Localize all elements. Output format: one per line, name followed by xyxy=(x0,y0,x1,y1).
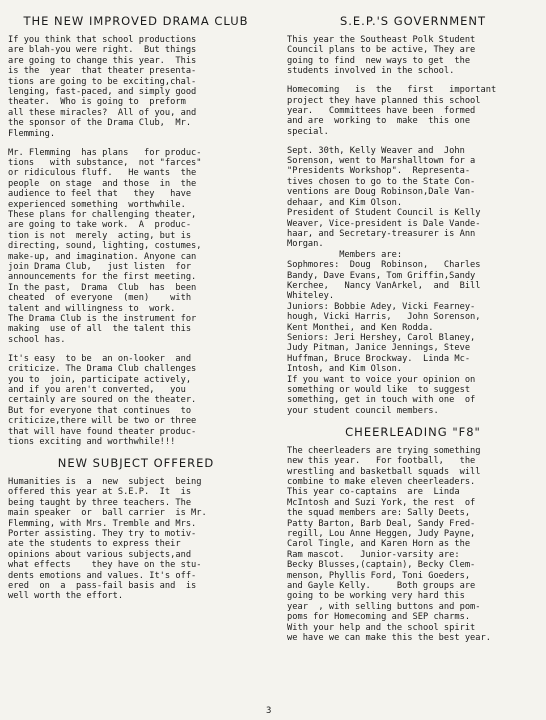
government-article xyxy=(287,14,539,416)
government-paragraph: Homecoming is the first important project they have planned this school year. Committees have been formed and are working to make this one special. xyxy=(287,85,497,137)
drama-paragraph: It's easy to be an on-looker and criticize. The Drama Club challenges you to join, participate actively, and if you aren't converted, you certainly are soured on the theater. But for everyone that continues to criticize,there will be two or three that will have found theater produc- tions exciting and worthwhile!!! xyxy=(8,353,197,448)
cheerleading-paragraph: The cheerleaders are trying something new this year. For football, the wrestling and basketball squads will combine to make eleven cheerleaders. This year co-captains are Linda McIntosh and Suzi York, the rest of the squad members are: Sally Deets, Patty Barton, Barb Deal, Sandy Fred- regill, Lou Anne Heggen, Judy Payne, Carol Tingle, and Karen Horn as the Ram mascot. Junior-varsity are: Becky Blusses,(captain), Becky Clem- menson, Phyllis Ford, Toni Goeders, and Gayle Kelly. Both groups are going to be working very hard this year , with selling buttons and pom- poms for Homecoming and SEP charms. With your help and the school spirit we have we can make this the best year. xyxy=(287,445,491,644)
subject-paragraph: Humanities is a new subject being offered this year at S.E.P. It is being taught by three teachers. The main speaker or ball carrier is Mr. Flemming, with Mrs. Tremble and Mrs. Porter assisting. They try to motiv- ate the students to express their opinions about various subjects,and what effects they have on the stu- dents emotions and values. It's off- ered on a pass-fail basis and is well worth the effort. xyxy=(8,476,207,602)
government-heading: S.E.P.'S GOVERNMENT xyxy=(339,14,487,28)
cheerleading-heading: CHEERLEADING "F8" xyxy=(345,424,481,439)
cheerleading-article xyxy=(287,425,539,644)
government-paragraph: This year the Southeast Polk Student Council plans to be active, They are going to find new ways to get the students involved in the school. xyxy=(287,35,476,77)
drama-paragraph: If you think that school productions are blah-you were right. But things are going to change this year. This is the year that theater presenta- tions are going to be exciting,chal- lenging, fast-paced, and simply good theater. Who is going to preform all these miracles? All of you, and the sponsor of the Drama Club, Mr. Flemming. xyxy=(8,35,197,139)
right-column xyxy=(287,14,539,652)
page-number: 3 xyxy=(266,706,272,716)
left-column xyxy=(8,14,264,610)
government-paragraph: Sept. 30th, Kelly Weaver and John Sorenson, went to Marshalltown for a "Presidents Workshop". Representa- tives chosen to go to the State Con- ventions are Doug Robinson,Dale Van- dehaar, and Kim Olson. President of Student Council is Kelly Weaver, Vice-president is Dale Vande- haar, and Secretary-treasurer is Ann Morgan. Members are: Sophmores: Doug Robinson, Charles Bandy, Dave Evans, Tom Griffin,Sandy Kerchee, Nancy VanArkel, and Bill Whiteley. Juniors: Bobbie Adey, Vicki Fearney- hough, Vicki Harris, John Sorenson, Kent Monthei, and Ken Rodda. Seniors: Jeri Hershey, Carol Blaney, Judy Pitman, Janice Jennings, Steve Huffman, Bruce Brockway. Linda Mc- Intosh, and Kim Olson. If you want to voice your opinion on something or would like to suggest something, get in touch with one of your student council members. xyxy=(287,145,481,416)
new-subject-heading: NEW SUBJECT OFFERED xyxy=(57,455,215,470)
drama-club-article xyxy=(8,14,264,447)
new-subject-article xyxy=(8,456,264,602)
drama-paragraph: Mr. Flemming has plans for produc- tions with substance, not "farces" or ridiculous fluff. He wants the people on stage and those in the audience to feel that they have experienced something worthwhile. These plans for challenging theater, are going to take work. A produc- tion is not merely acting, but is directing, sound, lighting, costumes, make-up, and imagination. Anyone can join Drama Club, just listen for announcements for the first meeting. In the past, Drama Club has been cheated of everyone (men) with talent and willingness to work. The Drama Club is the instrument for making use of all the talent this school has. xyxy=(8,147,202,345)
drama-club-heading: THE NEW IMPROVED DRAMA CLUB xyxy=(23,14,249,28)
